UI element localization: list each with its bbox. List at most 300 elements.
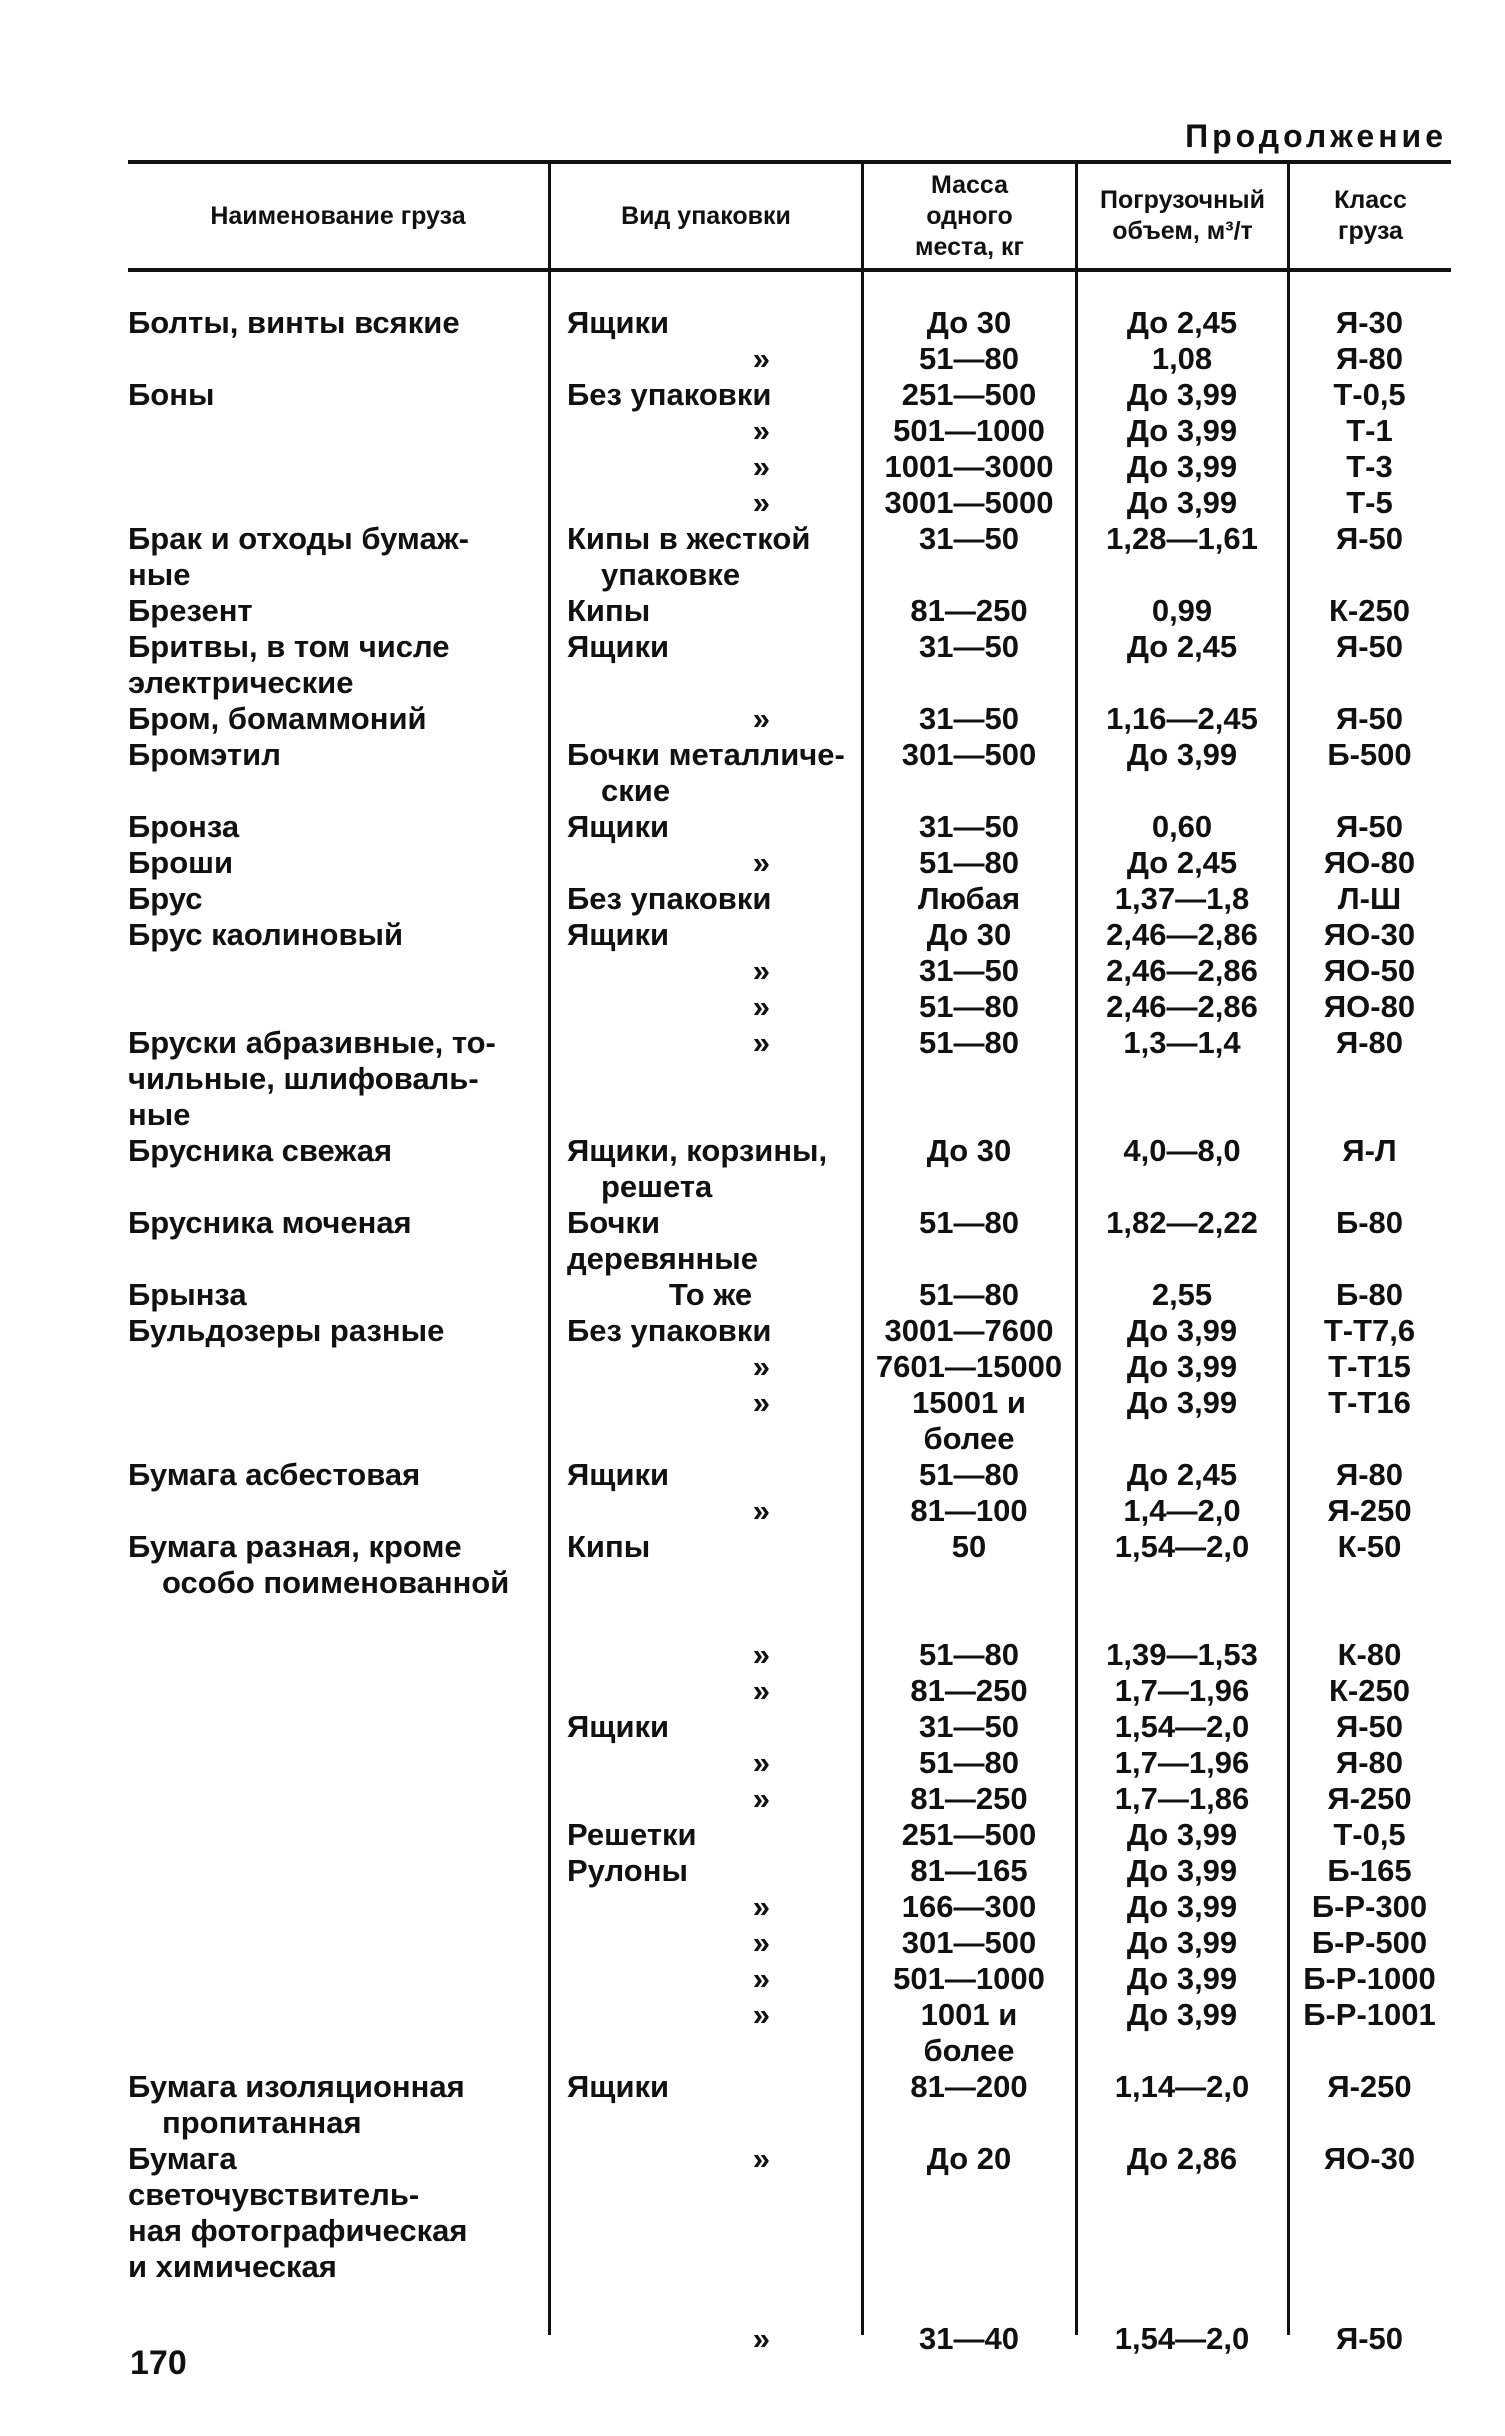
mass-per-unit-line: 7601—15000 bbox=[875, 1349, 1063, 1384]
mass-per-unit bbox=[862, 341, 1076, 377]
packing-type bbox=[549, 2141, 862, 2285]
mass-per-unit-line: 81—250 bbox=[910, 593, 1028, 628]
mass-per-unit-line: 251—500 bbox=[901, 377, 1037, 412]
packing-type bbox=[549, 953, 862, 989]
loading-volume bbox=[1076, 917, 1288, 953]
cargo-class bbox=[1288, 953, 1451, 989]
loading-volume bbox=[1076, 1637, 1288, 1673]
loading-volume-line: 1,08 bbox=[1151, 341, 1213, 376]
cargo-class-line: Я-80 bbox=[1335, 1025, 1404, 1060]
cargo-class bbox=[1288, 2321, 1451, 2357]
packing-type-line: » bbox=[752, 2141, 770, 2176]
packing-type bbox=[549, 1637, 862, 1673]
loading-volume-line: 1,16—2,45 bbox=[1106, 701, 1258, 736]
packing-type bbox=[549, 989, 862, 1025]
cargo-name-line: Бумага асбестовая bbox=[128, 1457, 421, 1492]
cargo-name bbox=[128, 1925, 549, 1961]
mass-per-unit-line: 51—80 bbox=[919, 1457, 1019, 1492]
packing-type-line: » bbox=[752, 989, 770, 1024]
cargo-class bbox=[1288, 1817, 1451, 1853]
loading-volume-line: До 3,99 bbox=[1126, 413, 1238, 448]
cargo-name-line: Бронза bbox=[128, 809, 240, 844]
packing-type-line: » bbox=[752, 1889, 770, 1924]
cargo-class-line: Т-5 bbox=[1346, 485, 1393, 520]
mass-per-unit bbox=[862, 1925, 1076, 1961]
cargo-name bbox=[128, 341, 549, 377]
cargo-name bbox=[128, 1025, 549, 1133]
cargo-name bbox=[128, 2069, 549, 2141]
packing-type-line: Кипы в жесткой bbox=[567, 521, 811, 556]
packing-type-line: » bbox=[752, 1673, 770, 1708]
packing-type bbox=[549, 1133, 862, 1205]
cargo-class bbox=[1288, 1385, 1451, 1457]
mass-per-unit-line: До 30 bbox=[926, 305, 1012, 340]
packing-type bbox=[549, 1673, 862, 1709]
packing-type bbox=[549, 1457, 862, 1493]
cargo-name-line: Брезент bbox=[128, 593, 253, 628]
cargo-class bbox=[1288, 1493, 1451, 1529]
mass-per-unit bbox=[862, 1961, 1076, 1997]
packing-type-line: Ящики bbox=[567, 1457, 670, 1492]
table-row bbox=[128, 1313, 1451, 1349]
table-row bbox=[128, 1025, 1451, 1133]
header-packing: Вид упаковки bbox=[621, 201, 791, 230]
cargo-class-line: Б-500 bbox=[1327, 737, 1412, 772]
loading-volume bbox=[1076, 1313, 1288, 1349]
cargo-class-line: К-50 bbox=[1337, 1529, 1402, 1564]
loading-volume-line: 1,7—1,96 bbox=[1114, 1673, 1250, 1708]
loading-volume-line: 2,55 bbox=[1151, 1277, 1213, 1312]
cargo-class bbox=[1288, 989, 1451, 1025]
packing-type bbox=[549, 1781, 862, 1817]
mass-per-unit-line: 501—1000 bbox=[893, 413, 1045, 448]
loading-volume bbox=[1076, 953, 1288, 989]
cargo-name-line: Бритвы, в том числе bbox=[128, 629, 450, 664]
loading-volume bbox=[1076, 989, 1288, 1025]
mass-per-unit bbox=[862, 1781, 1076, 1817]
cargo-class-line: ЯО-50 bbox=[1323, 953, 1416, 988]
packing-type bbox=[549, 1817, 862, 1853]
cargo-class bbox=[1288, 1961, 1451, 1997]
row-spacer bbox=[128, 1601, 1451, 1637]
page-number: 170 bbox=[130, 2344, 187, 2382]
loading-volume bbox=[1076, 2069, 1288, 2141]
packing-type bbox=[549, 305, 862, 341]
packing-type bbox=[549, 1313, 862, 1349]
mass-per-unit bbox=[862, 1277, 1076, 1313]
loading-volume-line: 1,54—2,0 bbox=[1114, 2321, 1250, 2356]
table-row bbox=[128, 881, 1451, 917]
packing-type-line: Кипы bbox=[567, 593, 651, 628]
loading-volume-line: 2,46—2,86 bbox=[1106, 917, 1258, 952]
packing-type-line: Кипы bbox=[567, 1529, 651, 1564]
mass-per-unit bbox=[862, 953, 1076, 989]
table-row bbox=[128, 413, 1451, 449]
cargo-class bbox=[1288, 1709, 1451, 1745]
mass-per-unit-line: 51—80 bbox=[919, 341, 1019, 376]
mass-per-unit bbox=[862, 2069, 1076, 2141]
continuation-label: Продолжение bbox=[1185, 118, 1447, 154]
table-row bbox=[128, 1493, 1451, 1529]
cargo-name bbox=[128, 1313, 549, 1349]
mass-per-unit bbox=[862, 1817, 1076, 1853]
cargo-name-line: Брынза bbox=[128, 1277, 247, 1312]
mass-per-unit-line: До 30 bbox=[926, 917, 1012, 952]
loading-volume-line: 1,82—2,22 bbox=[1106, 1205, 1258, 1240]
cargo-class bbox=[1288, 845, 1451, 881]
packing-type bbox=[549, 1385, 862, 1457]
cargo-class-line: Я-Л bbox=[1342, 1133, 1397, 1168]
packing-type-line: Ящики bbox=[567, 305, 670, 340]
cargo-name-line: Брусника свежая bbox=[128, 1133, 393, 1168]
packing-type-line: » bbox=[752, 701, 770, 736]
table-row bbox=[128, 1889, 1451, 1925]
cargo-class bbox=[1288, 1745, 1451, 1781]
cargo-class bbox=[1288, 1673, 1451, 1709]
loading-volume-line: 4,0—8,0 bbox=[1123, 1133, 1241, 1168]
loading-volume bbox=[1076, 413, 1288, 449]
cargo-class-line: Я-30 bbox=[1335, 305, 1404, 340]
cargo-class bbox=[1288, 413, 1451, 449]
mass-per-unit-line: 301—500 bbox=[901, 737, 1037, 772]
mass-per-unit-line: 31—50 bbox=[919, 701, 1019, 736]
loading-volume-line: До 3,99 bbox=[1126, 1889, 1238, 1924]
loading-volume bbox=[1076, 1853, 1288, 1889]
cargo-class bbox=[1288, 1997, 1451, 2069]
loading-volume-line: 2,46—2,86 bbox=[1106, 953, 1258, 988]
cargo-name-line: Бумага разная, кроме bbox=[128, 1529, 462, 1564]
cargo-class-line: Т-0,5 bbox=[1333, 377, 1406, 412]
cargo-name bbox=[128, 1745, 549, 1781]
cargo-name bbox=[128, 1385, 549, 1457]
table-row bbox=[128, 701, 1451, 737]
packing-type bbox=[549, 449, 862, 485]
mass-per-unit-line: 51—80 bbox=[919, 1745, 1019, 1780]
packing-type bbox=[549, 593, 862, 629]
loading-volume-line: До 3,99 bbox=[1126, 1997, 1238, 2032]
cargo-class-line: К-250 bbox=[1329, 593, 1410, 628]
cargo-name bbox=[128, 1133, 549, 1205]
loading-volume-line: До 2,45 bbox=[1126, 305, 1238, 340]
packing-type-line: » bbox=[752, 449, 770, 484]
mass-per-unit-line: 51—80 bbox=[919, 1025, 1019, 1060]
table-row bbox=[128, 917, 1451, 953]
loading-volume-line: До 3,99 bbox=[1126, 377, 1238, 412]
packing-type bbox=[549, 701, 862, 737]
loading-volume bbox=[1076, 485, 1288, 521]
packing-type bbox=[549, 1205, 862, 1277]
cargo-name bbox=[128, 809, 549, 845]
packing-type-line: » bbox=[752, 1349, 770, 1384]
cargo-class bbox=[1288, 1133, 1451, 1205]
loading-volume-line: До 3,99 bbox=[1126, 1313, 1238, 1348]
mass-per-unit-line: Любая bbox=[917, 881, 1021, 916]
cargo-class bbox=[1288, 2069, 1451, 2141]
cargo-name-line: Брус каолиновый bbox=[128, 917, 404, 952]
mass-per-unit-line: 166—300 bbox=[901, 1889, 1037, 1924]
loading-volume bbox=[1076, 1781, 1288, 1817]
loading-volume-line: 1,3—1,4 bbox=[1123, 1025, 1241, 1060]
loading-volume bbox=[1076, 1997, 1288, 2069]
mass-per-unit bbox=[862, 593, 1076, 629]
mass-per-unit-line: 81—200 bbox=[910, 2069, 1028, 2104]
cargo-class bbox=[1288, 881, 1451, 917]
cargo-name bbox=[128, 1853, 549, 1889]
packing-type-line: » bbox=[752, 341, 770, 376]
cargo-class bbox=[1288, 1637, 1451, 1673]
cargo-class-line: Т-Т15 bbox=[1328, 1349, 1411, 1384]
cargo-name-line: Болты, винты всякие bbox=[128, 305, 460, 340]
mass-per-unit bbox=[862, 1205, 1076, 1277]
mass-per-unit-line: 31—40 bbox=[919, 2321, 1019, 2356]
loading-volume-line: 1,54—2,0 bbox=[1114, 1709, 1250, 1744]
mass-per-unit bbox=[862, 881, 1076, 917]
loading-volume bbox=[1076, 1493, 1288, 1529]
table-row bbox=[128, 1817, 1451, 1853]
loading-volume bbox=[1076, 341, 1288, 377]
loading-volume-line: До 2,45 bbox=[1126, 845, 1238, 880]
cargo-class-line: Я-50 bbox=[1335, 1709, 1404, 1744]
packing-type-line: » bbox=[752, 1925, 770, 1960]
table-row bbox=[128, 1673, 1451, 1709]
loading-volume bbox=[1076, 881, 1288, 917]
cargo-name-line: особо поименованной bbox=[162, 1565, 510, 1600]
packing-type bbox=[549, 737, 862, 809]
cargo-class bbox=[1288, 1313, 1451, 1349]
packing-type-line: решета bbox=[601, 1169, 713, 1204]
mass-per-unit-line: 501—1000 bbox=[893, 1961, 1045, 1996]
packing-type-line: Ящики bbox=[567, 1709, 670, 1744]
cargo-name bbox=[128, 521, 549, 593]
loading-volume bbox=[1076, 1133, 1288, 1205]
cargo-name bbox=[128, 1457, 549, 1493]
loading-volume bbox=[1076, 1817, 1288, 1853]
cargo-table bbox=[128, 160, 1451, 2356]
table-row bbox=[128, 2321, 1451, 2357]
packing-type-line: » bbox=[752, 845, 770, 880]
loading-volume bbox=[1076, 629, 1288, 701]
mass-per-unit bbox=[862, 809, 1076, 845]
cargo-class-line: Я-250 bbox=[1327, 1781, 1412, 1816]
loading-volume bbox=[1076, 1673, 1288, 1709]
mass-per-unit bbox=[862, 1349, 1076, 1385]
table-row bbox=[128, 1781, 1451, 1817]
loading-volume bbox=[1076, 1349, 1288, 1385]
packing-type-line: Решетки bbox=[567, 1817, 697, 1852]
loading-volume-line: До 3,99 bbox=[1126, 1349, 1238, 1384]
cargo-name bbox=[128, 1781, 549, 1817]
cargo-class-line: Б-80 bbox=[1335, 1205, 1404, 1240]
cargo-name-line: Боны bbox=[128, 377, 215, 412]
loading-volume bbox=[1076, 809, 1288, 845]
cargo-name bbox=[128, 737, 549, 809]
packing-type-line: » bbox=[752, 1385, 770, 1420]
cargo-class-line: Я-50 bbox=[1335, 521, 1404, 556]
loading-volume bbox=[1076, 1457, 1288, 1493]
loading-volume-line: До 2,86 bbox=[1126, 2141, 1238, 2176]
cargo-name-line: Брусника моченая bbox=[128, 1205, 412, 1240]
mass-per-unit-line: 31—50 bbox=[919, 953, 1019, 988]
cargo-class-line: Т-3 bbox=[1346, 449, 1393, 484]
table-row bbox=[128, 2069, 1451, 2141]
packing-type bbox=[549, 917, 862, 953]
cargo-class bbox=[1288, 917, 1451, 953]
mass-per-unit bbox=[862, 1745, 1076, 1781]
cargo-class-line: ЯО-80 bbox=[1323, 989, 1416, 1024]
cargo-name bbox=[128, 377, 549, 413]
table-row bbox=[128, 1745, 1451, 1781]
mass-per-unit bbox=[862, 845, 1076, 881]
cargo-class-line: Л-Ш bbox=[1337, 881, 1402, 916]
cargo-class bbox=[1288, 1277, 1451, 1313]
loading-volume-line: До 3,99 bbox=[1126, 485, 1238, 520]
packing-type bbox=[549, 377, 862, 413]
packing-type bbox=[549, 809, 862, 845]
loading-volume-line: До 2,45 bbox=[1126, 1457, 1238, 1492]
mass-per-unit-line: До 20 bbox=[926, 2141, 1012, 2176]
cargo-class-line: Я-80 bbox=[1335, 341, 1404, 376]
cargo-class-line: Т-Т16 bbox=[1328, 1385, 1411, 1420]
loading-volume bbox=[1076, 2321, 1288, 2357]
packing-type-line: Бочки деревянные bbox=[567, 1205, 758, 1276]
mass-per-unit-line: 3001—5000 bbox=[884, 485, 1054, 520]
cargo-class-line: Б-Р-1000 bbox=[1303, 1961, 1436, 1996]
packing-type-line: » bbox=[752, 1781, 770, 1816]
cargo-class-line: Я-50 bbox=[1335, 701, 1404, 736]
mass-per-unit-line: 1001 и bbox=[920, 1997, 1018, 2032]
cargo-class bbox=[1288, 737, 1451, 809]
packing-type bbox=[549, 1529, 862, 1601]
table-row bbox=[128, 305, 1451, 341]
cargo-name-line: Брус bbox=[128, 881, 203, 916]
packing-type bbox=[549, 1709, 862, 1745]
packing-type bbox=[549, 413, 862, 449]
cargo-class bbox=[1288, 1025, 1451, 1133]
packing-type bbox=[549, 1889, 862, 1925]
mass-per-unit bbox=[862, 1637, 1076, 1673]
loading-volume-line: 1,4—2,0 bbox=[1123, 1493, 1241, 1528]
loading-volume bbox=[1076, 701, 1288, 737]
mass-per-unit bbox=[862, 1673, 1076, 1709]
cargo-class-line: Я-80 bbox=[1335, 1457, 1404, 1492]
loading-volume-line: 0,60 bbox=[1151, 809, 1213, 844]
table-row bbox=[128, 1457, 1451, 1493]
cargo-class bbox=[1288, 485, 1451, 521]
mass-per-unit bbox=[862, 1313, 1076, 1349]
mass-per-unit-line: более bbox=[923, 1421, 1015, 1456]
mass-per-unit-line: 81—165 bbox=[910, 1853, 1028, 1888]
cargo-name bbox=[128, 1817, 549, 1853]
packing-type-line: Без упаковки bbox=[567, 1313, 772, 1348]
cargo-class bbox=[1288, 1457, 1451, 1493]
mass-per-unit-line: 81—100 bbox=[910, 1493, 1028, 1528]
mass-per-unit-line: 51—80 bbox=[919, 1205, 1019, 1240]
cargo-name-line: электрические bbox=[128, 665, 354, 700]
mass-per-unit bbox=[862, 1493, 1076, 1529]
cargo-name bbox=[128, 917, 549, 953]
packing-type-line: ские bbox=[601, 773, 671, 808]
mass-per-unit-line: 51—80 bbox=[919, 845, 1019, 880]
mass-per-unit bbox=[862, 521, 1076, 593]
cargo-class-line: К-250 bbox=[1329, 1673, 1410, 1708]
header-volume: Погрузочный объем, м³/т bbox=[1100, 186, 1265, 245]
loading-volume-line: 1,7—1,86 bbox=[1114, 1781, 1250, 1816]
mass-per-unit-line: 301—500 bbox=[901, 1925, 1037, 1960]
mass-per-unit-line: 31—50 bbox=[919, 809, 1019, 844]
mass-per-unit bbox=[862, 2141, 1076, 2285]
cargo-class-line: Т-Т7,6 bbox=[1323, 1313, 1416, 1348]
loading-volume bbox=[1076, 1961, 1288, 1997]
cargo-class bbox=[1288, 1853, 1451, 1889]
cargo-class-line: Я-50 bbox=[1335, 629, 1404, 664]
cargo-class-line: Я-50 bbox=[1335, 2321, 1404, 2356]
cargo-name bbox=[128, 845, 549, 881]
cargo-name-line: Бром, бомаммоний bbox=[128, 701, 427, 736]
packing-type-line: » bbox=[752, 1745, 770, 1780]
packing-type-line: » bbox=[752, 953, 770, 988]
table-row bbox=[128, 1385, 1451, 1457]
cargo-class bbox=[1288, 449, 1451, 485]
cargo-class-line: Б-Р-1001 bbox=[1303, 1997, 1436, 2032]
cargo-name-line: чильные, шлифоваль- bbox=[128, 1061, 479, 1096]
mass-per-unit-line: 51—80 bbox=[919, 1277, 1019, 1312]
table-row bbox=[128, 989, 1451, 1025]
cargo-name bbox=[128, 1709, 549, 1745]
loading-volume-line: 0,99 bbox=[1151, 593, 1213, 628]
loading-volume-line: 1,14—2,0 bbox=[1114, 2069, 1250, 2104]
packing-type bbox=[549, 1925, 862, 1961]
loading-volume bbox=[1076, 305, 1288, 341]
cargo-name bbox=[128, 1637, 549, 1673]
cargo-name-line: Бумага светочувствитель- bbox=[128, 2141, 420, 2212]
packing-type-line: » bbox=[752, 1493, 770, 1528]
mass-per-unit bbox=[862, 2321, 1076, 2357]
header-class: Класс груза bbox=[1334, 186, 1407, 245]
table-row bbox=[128, 2141, 1451, 2285]
table-row bbox=[128, 1853, 1451, 1889]
packing-type-line: » bbox=[752, 413, 770, 448]
table-row bbox=[128, 485, 1451, 521]
table-row bbox=[128, 809, 1451, 845]
loading-volume-line: До 3,99 bbox=[1126, 449, 1238, 484]
loading-volume-line: До 3,99 bbox=[1126, 1925, 1238, 1960]
cargo-name bbox=[128, 701, 549, 737]
cargo-class bbox=[1288, 593, 1451, 629]
cargo-class bbox=[1288, 1529, 1451, 1601]
packing-type bbox=[549, 629, 862, 701]
table-row bbox=[128, 377, 1451, 413]
loading-volume bbox=[1076, 1925, 1288, 1961]
mass-per-unit bbox=[862, 1889, 1076, 1925]
cargo-class bbox=[1288, 1889, 1451, 1925]
cargo-class bbox=[1288, 305, 1451, 341]
cargo-class-line: Я-250 bbox=[1327, 1493, 1412, 1528]
cargo-class-line: Т-0,5 bbox=[1333, 1817, 1406, 1852]
mass-per-unit bbox=[862, 989, 1076, 1025]
packing-type-line: Ящики bbox=[567, 809, 670, 844]
mass-per-unit-line: 15001 и bbox=[912, 1385, 1026, 1420]
cargo-class-line: ЯО-80 bbox=[1323, 845, 1416, 880]
cargo-name-line: Бромэтил bbox=[128, 737, 281, 772]
mass-per-unit-line: более bbox=[923, 2033, 1015, 2068]
loading-volume-line: До 2,45 bbox=[1126, 629, 1238, 664]
loading-volume-line: До 3,99 bbox=[1126, 1385, 1238, 1420]
mass-per-unit bbox=[862, 629, 1076, 701]
cargo-name bbox=[128, 305, 549, 341]
cargo-name-line: Броши bbox=[128, 845, 234, 880]
cargo-name-line: и химическая bbox=[128, 2249, 337, 2284]
cargo-class-line: ЯО-30 bbox=[1323, 2141, 1416, 2176]
